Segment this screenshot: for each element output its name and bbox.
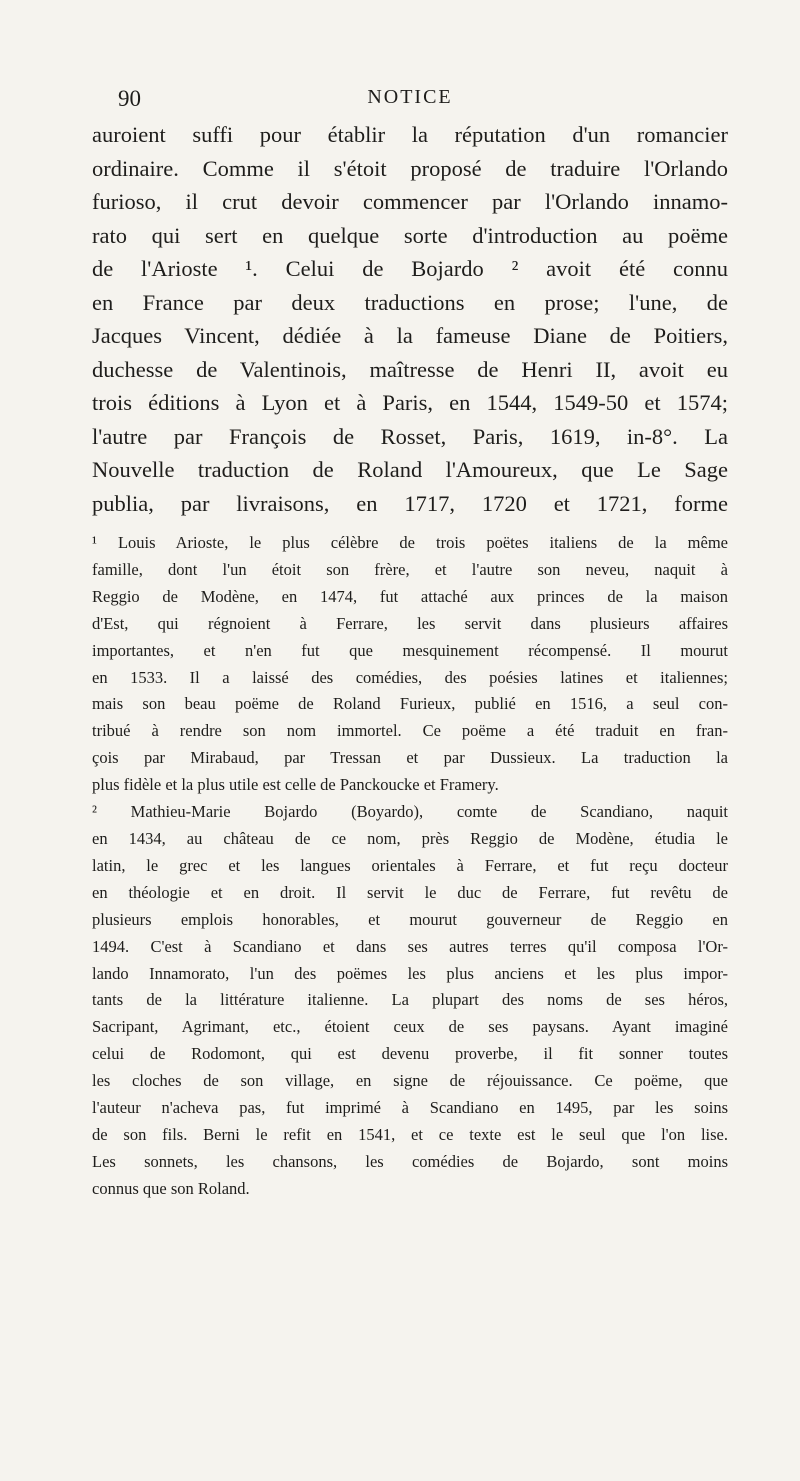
body-line: duchesse de Valentinois, maîtresse de Henri II, avoit eu (92, 356, 728, 382)
footnote-line: les cloches de son village, en signe de réjouissance. Ce poëme, que (92, 1071, 728, 1091)
footnote-line: lando Innamorato, l'un des poëmes les plus anciens et les plus impor- (92, 963, 728, 983)
body-line: furioso, il crut devoir commencer par l'Orlando innamo- (92, 189, 728, 214)
footnote-2 (92, 799, 728, 1203)
footnote-line: Reggio de Modène, en 1474, fut attaché aux princes de la maison (92, 586, 728, 606)
footnote-line: tribué à rendre son nom immortel. Ce poëme a été traduit en fran- (92, 721, 728, 741)
running-title: NOTICE (367, 86, 453, 108)
footnote-line: importantes, et n'en fut que mesquinement récompensé. Il mourut (92, 640, 728, 660)
body-line: ordinaire. Comme il s'étoit proposé de traduire l'Orlando (92, 155, 728, 181)
body-line: trois éditions à Lyon et à Paris, en 1544, 1549-50 et 1574; (92, 390, 728, 415)
main-paragraph (92, 118, 728, 520)
body-line: rato qui sert en quelque sorte d'introduction au poëme (92, 222, 728, 248)
footnote-line: plus fidèle et la plus utile est celle de Panckoucke et Framery. (92, 775, 499, 795)
footnote-line: l'auteur n'acheva pas, fut imprimé à Scandiano en 1495, par les soins (92, 1098, 728, 1118)
footnote-line: de son fils. Berni le refit en 1541, et ce texte est le seul que l'on lise. (92, 1124, 728, 1144)
body-line: Jacques Vincent, dédiée à la fameuse Diane de Poitiers, (92, 323, 728, 348)
footnote-line: ² Mathieu-Marie Bojardo (Boyardo), comte de Scandiano, naquit (92, 802, 728, 822)
page-header (92, 86, 728, 116)
footnote-line: en 1533. Il a laissé des comédies, des poésies latines et italiennes; (92, 667, 728, 687)
footnote-line: d'Est, qui régnoient à Ferrare, les servit dans plusieurs affaires (92, 613, 728, 633)
footnote-line: Les sonnets, les chansons, les comédies de Bojardo, sont moins (92, 1151, 728, 1171)
footnote-line: ¹ Louis Arioste, le plus célèbre de trois poëtes italiens de la même (92, 533, 728, 552)
footnote-line: connus que son Roland. (92, 1178, 250, 1198)
body-line: publia, par livraisons, en 1717, 1720 et 1721, forme (92, 490, 728, 516)
body-line: Nouvelle traduction de Roland l'Amoureux, que Le Sage (92, 457, 728, 482)
footnote-line: en 1434, au château de ce nom, près Reggio de Modène, étudia le (92, 828, 728, 848)
body-line: en France par deux traductions en prose; l'une, de (92, 289, 728, 315)
footnote-line: famille, dont l'un étoit son frère, et l'autre son neveu, naquit à (92, 559, 728, 579)
footnote-1 (92, 530, 728, 799)
footnotes (92, 530, 728, 1203)
footnote-line: celui de Rodomont, qui est devenu proverbe, il fit sonner toutes (92, 1044, 728, 1064)
page-number: 90 (118, 86, 141, 111)
footnote-line: mais son beau poëme de Roland Furieux, publié en 1516, a seul con- (92, 694, 728, 714)
body-line: l'autre par François de Rosset, Paris, 1619, in-8°. La (92, 423, 728, 449)
footnote-line: çois par Mirabaud, par Tressan et par Dussieux. La traduction la (92, 748, 728, 768)
body-line: auroient suffi pour établir la réputation d'un romancier (92, 122, 728, 147)
book-page (92, 86, 728, 1203)
footnote-line: en théologie et en droit. Il servit le duc de Ferrare, fut revêtu de (92, 882, 728, 902)
body-line: de l'Arioste ¹. Celui de Bojardo ² avoit été connu (92, 256, 728, 281)
footnote-line: latin, le grec et les langues orientales à Ferrare, et fut reçu docteur (92, 855, 728, 875)
footnote-line: plusieurs emplois honorables, et mourut gouverneur de Reggio en (92, 909, 728, 929)
footnote-line: 1494. C'est à Scandiano et dans ses autres terres qu'il composa l'Or- (92, 936, 728, 956)
footnote-line: Sacripant, Agrimant, etc., étoient ceux de ses paysans. Ayant imaginé (92, 1017, 728, 1037)
footnote-line: tants de la littérature italienne. La plupart des noms de ses héros, (92, 990, 728, 1010)
